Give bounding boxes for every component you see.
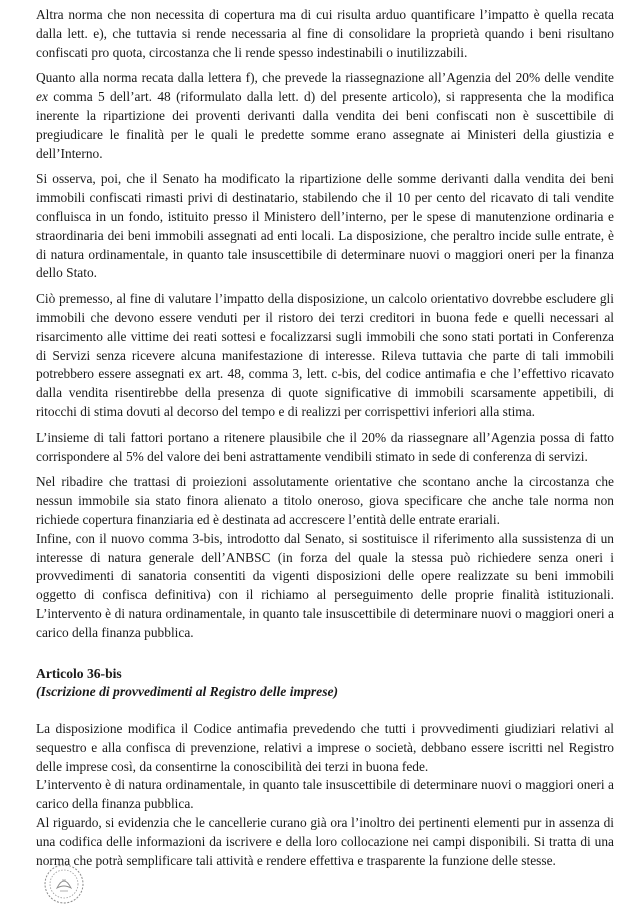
article-title: Articolo 36-bis xyxy=(36,665,122,681)
paragraph-fattori: L’insieme di tali fattori portano a ritenere plausibile che il 20% da riassegnare all’Agenzia possa di fatto corrispondere al 5% del valore dei beni astrattamente vendibili stimato in sede di conferenza di servizi. xyxy=(36,429,614,464)
paragraph-lett-e: Altra norma che non necessita di copertura ma di cui risulta arduo quantificare l’impatto è quella recata dalla lett. e), che tuttavia si rende necessaria al fine di consolidare la proprietà quando i beni risultano confiscati pro quota, circostanza che li rende spesso indestinabili o inutilizzabili. xyxy=(36,7,614,60)
seal-stamp-icon xyxy=(42,862,86,906)
document-page xyxy=(36,6,614,870)
paragraph-lett-f-part-1: Quanto alla norma recata dalla lettera f), che prevede la riassegnazione all’Agenzia del 20% delle vendite xyxy=(36,70,614,86)
paragraph-senato-ripartizione: Si osserva, poi, che il Senato ha modificato la ripartizione delle somme derivanti dalla vendita dei beni immobili confiscati rimasti privi di destinatario, stabilendo che il 10 per cento del ricavato di tali vendite confluisca in un fondo, istituito presso il Ministero dell’interno, per le spese di manutenzione ordinaria e straordinaria dei beni immobili assegnati ad enti locali. La disposizione, che peraltro incide sulle entrate, è di natura ordinamentale, in quanto tale insuscettibile di determinare nuovi o maggiori oneri per la finanza dello Stato. xyxy=(36,171,614,281)
article-subtitle: (Iscrizione di provvedimenti al Registro delle imprese) xyxy=(36,684,339,700)
paragraph-codice-antimafia: La disposizione modifica il Codice antimafia prevedendo che tutti i provvedimenti giudiziari relativi al sequestro e alla confisca di prevenzione, relativi a imprese o società, debbano essere iscritti nel Registro delle imprese così, da consentirne la conoscibilità dei terzi in buona fede. xyxy=(36,721,614,774)
ex-italic: ex xyxy=(36,89,48,105)
paragraph-proiezioni: Nel ribadire che trattasi di proiezioni assolutamente orientative che scontano anche la circostanza che nessun immobile sia stato finora alienato a titolo oneroso, giova specificare che anche tale norma non richiede copertura finanziaria ed è destinata ad accrescere l’entità delle entrate erariali. xyxy=(36,474,614,527)
paragraph-lett-f-part-2: comma 5 dell’art. 48 (riformulato dalla lett. d) del presente articolo), si rappresenta che la modifica inerente la ripartizione dei proventi derivanti dalla vendita dei beni confiscati non è suscettibile di pregiudicare le finalità per le quali le predette somme erano assegnate ai Ministeri della giustizia e dell’Interno. xyxy=(36,89,614,161)
paragraph-calcolo-orientativo: Ciò premesso, al fine di valutare l’impatto della disposizione, un calcolo orientativo dovrebbe escludere gli immobili che devono essere venduti per il ristoro dei terzi creditori in buona fede e quelli necessari al risarcimento alle vittime dei reati sottesi e focalizzarsi sugli immobili che sono stati portati in Conferenza di Servizi senza ricevere alcuna manifestazione di interesse. Rileva tuttavia che parte di tali immobili potrebbero essere assegnati ex art. 48, comma 3, lett. c-bis, del codice antimafia e che l’effettivo ricavato dalla vendita risentirebbe della presenza di quote significative di immobili scarsamente appetibili, di ritocchi di stima dovuti al decorso del tempo e di realizzi per corrispettivi inferiori alla stima. xyxy=(36,291,614,419)
paragraph-lett-f xyxy=(36,69,614,163)
paragraph-natura-ordinamentale: L’intervento è di natura ordinamentale, in quanto tale insuscettibile di determinare nuovi o maggiori oneri a carico della finanza pubblica. xyxy=(36,777,614,812)
article-heading xyxy=(36,665,614,703)
paragraph-cancellerie: Al riguardo, si evidenzia che le cancellerie curano già ora l’inoltro dei pertinenti elementi pur in assenza di una codifica delle informazioni da iscrivere e della loro collocazione nei campi disponibili. Si tratta di una norma che potrà semplificare tali attività e rendere effettiva e trasparente la funzione delle stesse. xyxy=(36,815,614,868)
paragraph-comma-3-bis: Infine, con il nuovo comma 3-bis, introdotto dal Senato, si sostituisce il riferimento alla sussistenza di un interesse di natura generale dell’ANBSC (in forza del quale la stessa può richiedere senza oneri i provvedimenti di sanatoria consentiti da vigenti disposizioni delle opere realizzate su beni immobili oggetto di confisca definitiva) con il richiamo al perseguimento delle proprie finalità istituzionali. L’intervento è di natura ordinamentale, in quanto tale insuscettibile di determinare nuovi o maggiori oneri a carico della finanza pubblica. xyxy=(36,530,614,640)
